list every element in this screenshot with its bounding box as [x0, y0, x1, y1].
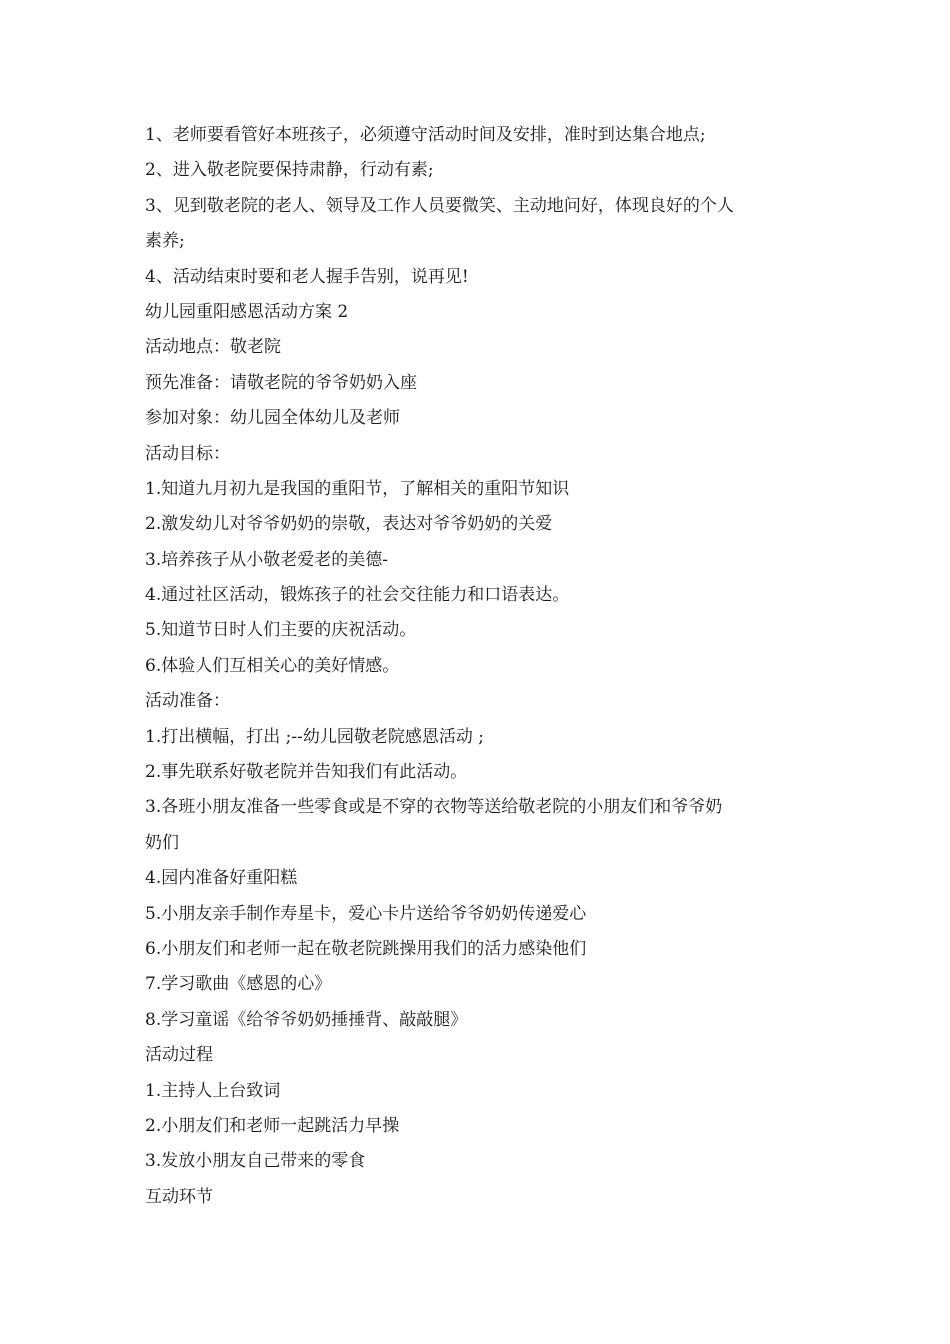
goal-item: 1.知道九月初九是我国的重阳节，了解相关的重阳节知识	[145, 478, 570, 499]
goals-heading: 活动目标：	[145, 443, 230, 464]
rule-item: 3、见到敬老院的老人、领导及工作人员要微笑、主动地问好，体现良好的个人	[145, 195, 734, 216]
rule-item: 2、进入敬老院要保持肃静，行动有素;	[145, 160, 434, 181]
preparation-item: 8.学习童谣《给爷爷奶奶捶捶背、敲敲腿》	[145, 1009, 468, 1030]
interaction-heading: 互动环节	[145, 1186, 213, 1207]
preparation-heading: 活动准备：	[145, 691, 230, 712]
section-title: 幼儿园重阳感恩活动方案 2	[145, 301, 349, 322]
goal-item: 6.体验人们互相关心的美好情感。	[145, 655, 400, 676]
goal-item: 5.知道节日时人们主要的庆祝活动。	[145, 620, 417, 641]
activity-location: 活动地点：敬老院	[145, 337, 281, 358]
process-item: 2.小朋友们和老师一起跳活力早操	[145, 1115, 400, 1136]
goal-item: 2.激发幼儿对爷爷奶奶的崇敬，表达对爷爷奶奶的关爱	[145, 514, 553, 535]
participants: 参加对象：幼儿园全体幼儿及老师	[145, 408, 400, 429]
process-heading: 活动过程	[145, 1045, 213, 1066]
preparation-item: 4.园内准备好重阳糕	[145, 868, 298, 889]
process-item: 1.主持人上台致词	[145, 1080, 281, 1101]
rule-item-continuation: 素养;	[145, 231, 185, 252]
preparation-item: 3.各班小朋友准备一些零食或是不穿的衣物等送给敬老院的小朋友们和爷爷奶	[145, 797, 723, 818]
preparation-item: 5.小朋友亲手制作寿星卡，爱心卡片送给爷爷奶奶传递爱心	[145, 903, 587, 924]
advance-preparation: 预先准备：请敬老院的爷爷奶奶入座	[145, 372, 417, 393]
document-body	[145, 118, 810, 1215]
preparation-item: 2.事先联系好敬老院并告知我们有此活动。	[145, 762, 468, 783]
preparation-item: 1.打出横幅，打出 ;--幼儿园敬老院感恩活动 ;	[145, 726, 484, 747]
preparation-item-continuation: 奶们	[145, 832, 179, 853]
preparation-item: 7.学习歌曲《感恩的心》	[145, 974, 332, 995]
process-item: 3.发放小朋友自己带来的零食	[145, 1151, 366, 1172]
rule-item: 1、老师要看管好本班孩子，必须遵守活动时间及安排，准时到达集合地点;	[145, 125, 706, 145]
rule-item: 4、活动结束时要和老人握手告别，说再见!	[145, 266, 469, 287]
goal-item: 4.通过社区活动，锻炼孩子的社会交往能力和口语表达。	[145, 585, 570, 606]
goal-item: 3.培养孩子从小敬老爱老的美德-	[145, 549, 388, 570]
preparation-item: 6.小朋友们和老师一起在敬老院跳操用我们的活力感染他们	[145, 938, 587, 959]
